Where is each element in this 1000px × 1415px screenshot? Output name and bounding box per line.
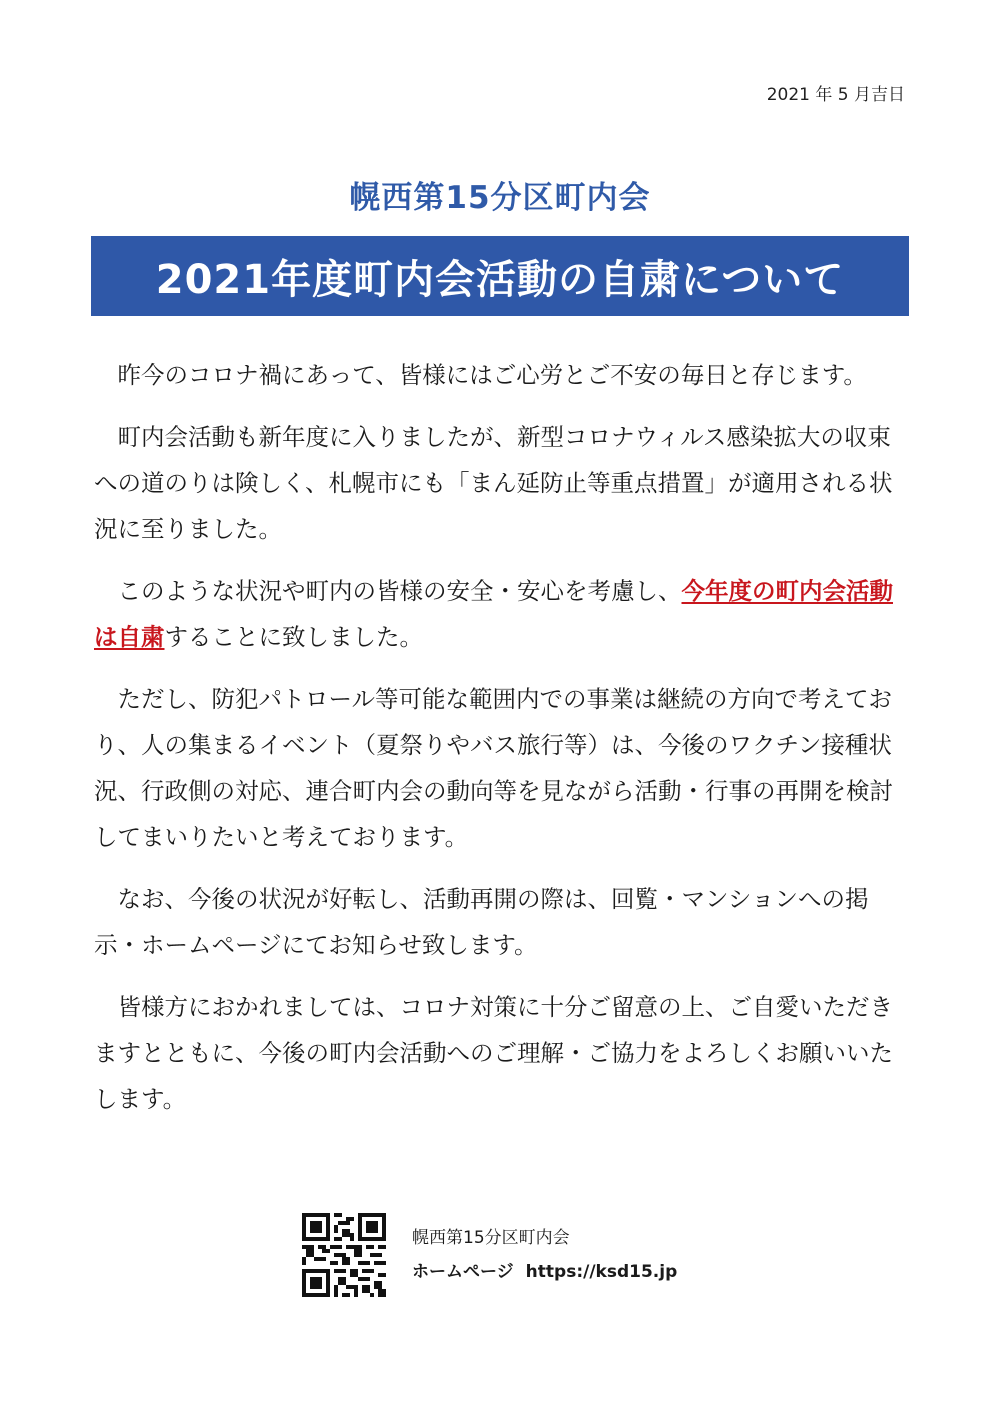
paragraph-continuation: ただし、防犯パトロール等可能な範囲内での事業は継続の方向で考えており、人の集まるイベント（夏祭りやバス旅行等）は、今後のワクチン接種状況、行政側の対応、連合町内会の動向等を見ながら活動・行事の再開を検討してまいりたいと考えております。 (94, 685, 893, 851)
paragraph-situation: 町内会活動も新年度に入りましたが、新型コロナウィルス感染拡大の収束への道のりは険しく、札幌市にも「まん延防止等重点措置」が適用される状況に至りました。 (94, 423, 893, 543)
paragraph-decision (94, 568, 908, 660)
document-title: 2021年度町内会活動の自粛について (155, 256, 845, 303)
footer-homepage (412, 1255, 677, 1289)
paragraph-greeting: 昨今のコロナ禍にあって、皆様にはご心労とご不安の毎日と存じます。 (117, 361, 867, 389)
qr-code-icon[interactable] (302, 1213, 386, 1297)
footer-organization: 幌西第15分区町内会 (412, 1228, 570, 1248)
notice-body (94, 352, 908, 1138)
footer-text (412, 1221, 677, 1289)
footer-contact (302, 1213, 677, 1297)
homepage-label: ホームページ (412, 1262, 514, 1282)
paragraph-resumption: なお、今後の状況が好転し、活動再開の際は、回覧・マンションへの掲示・ホームページにてお知らせ致します。 (94, 885, 869, 959)
paragraph-closing: 皆様方におかれましては、コロナ対策に十分ご留意の上、ご自愛いただきますとともに、今後の町内会活動へのご理解・ご協力をよろしくお願いいたします。 (94, 993, 893, 1113)
title-banner (91, 236, 909, 316)
homepage-link[interactable]: https://ksd15.jp (525, 1262, 678, 1282)
decision-lead-text: このような状況や町内の皆様の安全・安心を考慮し、 (117, 577, 682, 605)
organization-title: 幌西第15分区町内会 (349, 180, 651, 216)
decision-emphasis: 今年度の町内会活動は自粛 (94, 577, 893, 651)
decision-tail-text: することに致しました。 (164, 623, 423, 651)
document-date: 2021 年 5 月吉日 (766, 85, 905, 105)
